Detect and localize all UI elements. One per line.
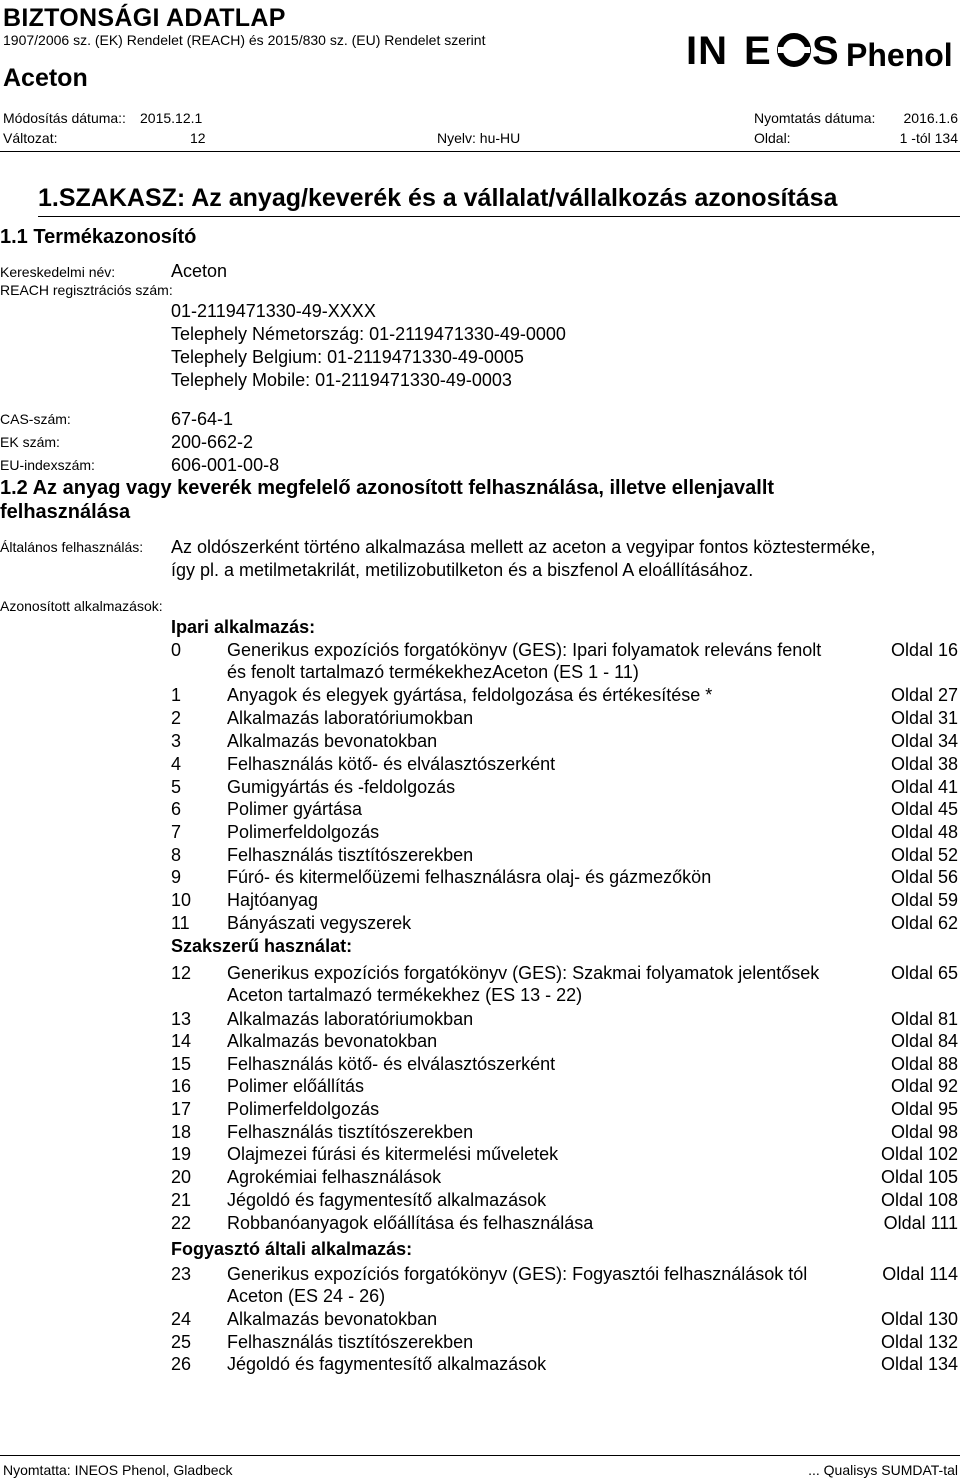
use-number: 20 — [171, 1167, 192, 1187]
use-page-reference: Oldal 45 — [890, 799, 958, 819]
use-number: 12 — [171, 963, 192, 983]
use-number: 4 — [171, 754, 182, 774]
use-page-reference: Oldal 88 — [890, 1054, 958, 1074]
subsection-1-1-heading: 1.1 Termékazonosító — [0, 226, 197, 248]
use-number: 3 — [171, 731, 182, 751]
use-page-reference: Oldal 130 — [880, 1309, 958, 1329]
use-number: 26 — [171, 1354, 192, 1374]
use-page-reference: Oldal 38 — [890, 754, 958, 774]
use-page-reference: Oldal 31 — [890, 708, 958, 728]
use-group-heading: Ipari alkalmazás: — [171, 617, 316, 637]
use-page-reference: Oldal 27 — [890, 685, 958, 705]
identified-uses-label: Azonosított alkalmazások: — [0, 598, 163, 614]
use-page-reference: Oldal 65 — [890, 963, 958, 983]
svg-text:S: S — [812, 29, 839, 73]
use-number: 21 — [171, 1190, 192, 1210]
header-divider — [0, 151, 960, 152]
use-page-reference: Oldal 62 — [890, 913, 958, 933]
use-description: Alkalmazás bevonatokban — [227, 731, 438, 751]
use-page-reference: Oldal 98 — [890, 1122, 958, 1142]
use-description: Felhasználás tisztítószerekben — [227, 1122, 474, 1142]
use-number: 19 — [171, 1144, 192, 1164]
version-label: Változat: — [3, 130, 58, 146]
use-group-heading: Fogyasztó általi alkalmazás: — [171, 1239, 413, 1259]
use-number: 13 — [171, 1009, 192, 1029]
footer-divider — [0, 1455, 960, 1456]
use-number: 24 — [171, 1309, 192, 1329]
ineos-phenol-logo — [686, 28, 958, 74]
reach-number: Telephely Németország: 01-2119471330-49-0000 — [171, 324, 566, 344]
use-description: Alkalmazás laboratóriumokban — [227, 1009, 474, 1029]
use-number: 5 — [171, 777, 182, 797]
cas-label: CAS-szám: — [0, 411, 71, 427]
use-group-heading: Szakszerű használat: — [171, 936, 353, 956]
use-number: 1 — [171, 685, 182, 705]
use-description: Alkalmazás laboratóriumokban — [227, 708, 474, 728]
use-page-reference: Oldal 59 — [890, 890, 958, 910]
svg-text:Phenol: Phenol — [846, 37, 953, 73]
use-number: 11 — [171, 913, 190, 933]
use-number: 23 — [171, 1264, 192, 1284]
use-description: Robbanóanyagok előállítása és felhasználása — [227, 1213, 594, 1233]
footer-software: ... Qualisys SUMDAT-tal — [808, 1462, 958, 1478]
use-description: Fúró- és kitermelőüzemi felhasználásra olaj- és gázmezőkön — [227, 867, 712, 887]
ek-label: EK szám: — [0, 434, 60, 450]
use-description: Felhasználás kötő- és elválasztószerként — [227, 754, 556, 774]
reach-number: 01-2119471330-49-XXXX — [171, 301, 376, 321]
cas-number: 67-64-1 — [171, 409, 234, 429]
revision-date-label: Módosítás dátuma:: — [3, 110, 126, 126]
general-use-text-cont: így pl. a metilmetakrilát, metilizobutilketon és a biszfenol A eloállításához. — [171, 560, 754, 580]
product-name: Aceton — [3, 64, 88, 92]
use-description: Polimerfeldolgozás — [227, 1099, 380, 1119]
trade-name-label: Kereskedelmi név: — [0, 264, 116, 280]
use-page-reference: Oldal 48 — [890, 822, 958, 842]
print-date-label: Nyomtatás dátuma: — [754, 110, 876, 126]
use-number: 2 — [171, 708, 182, 728]
use-description: Polimer előállítás — [227, 1076, 365, 1096]
eu-index-label: EU-indexszám: — [0, 457, 95, 473]
use-number: 8 — [171, 845, 182, 865]
trade-name: Aceton — [171, 261, 228, 281]
use-description: Agrokémiai felhasználások — [227, 1167, 442, 1187]
use-page-reference: Oldal 84 — [890, 1031, 958, 1051]
use-description: Felhasználás tisztítószerekben — [227, 845, 474, 865]
use-description: Felhasználás tisztítószerekben — [227, 1332, 474, 1352]
use-number: 22 — [171, 1213, 192, 1233]
use-page-reference: Oldal 34 — [890, 731, 958, 751]
version-value: 12 — [190, 130, 206, 146]
use-description: Alkalmazás bevonatokban — [227, 1031, 438, 1051]
footer-printed-by: Nyomtatta: INEOS Phenol, Gladbeck — [3, 1462, 233, 1478]
use-page-reference: Oldal 108 — [880, 1190, 958, 1210]
use-description: Olajmezei fúrási és kitermelési műveletek — [227, 1144, 559, 1164]
section-1-heading: 1.SZAKASZ: Az anyag/keverék és a vállalat/vállalkozás azonosítása — [38, 184, 838, 212]
use-number: 18 — [171, 1122, 192, 1142]
use-number: 10 — [171, 890, 192, 910]
ek-number: 200-662-2 — [171, 432, 254, 452]
eu-index-number: 606-001-00-8 — [171, 455, 280, 475]
use-page-reference: Oldal 134 — [880, 1354, 958, 1374]
use-number: 17 — [171, 1099, 192, 1119]
use-number: 25 — [171, 1332, 192, 1352]
use-page-reference: Oldal 111 — [883, 1213, 958, 1233]
regulation-reference: 1907/2006 sz. (EK) Rendelet (REACH) és 2015/830 sz. (EU) Rendelet szerint — [3, 32, 486, 48]
svg-text:E: E — [744, 29, 771, 73]
use-description: Polimerfeldolgozás — [227, 822, 380, 842]
use-description: Generikus expozíciós forgatókönyv (GES): Szakmai folyamatok jelentősek Aceton tartalmazó termékekhez (ES 13 - 22) — [227, 963, 820, 1005]
use-page-reference: Oldal 95 — [890, 1099, 958, 1119]
use-page-reference: Oldal 41 — [890, 777, 958, 797]
use-description: Generikus expozíciós forgatókönyv (GES): Ipari folyamatok releváns fenolt és fenolt tartalmazó termékekhezAceton (ES 1 - 11) — [227, 640, 822, 682]
use-description: Polimer gyártása — [227, 799, 363, 819]
use-page-reference: Oldal 105 — [880, 1167, 958, 1187]
use-page-reference: Oldal 56 — [890, 867, 958, 887]
reach-number: Telephely Belgium: 01-2119471330-49-0005 — [171, 347, 524, 367]
use-description: Bányászati vegyszerek — [227, 913, 412, 933]
reach-number: Telephely Mobile: 01-2119471330-49-0003 — [171, 370, 512, 390]
language: Nyelv: hu-HU — [437, 130, 521, 146]
use-page-reference: Oldal 114 — [882, 1264, 958, 1284]
use-page-reference: Oldal 92 — [890, 1076, 958, 1096]
revision-date: 2015.12.1 — [140, 110, 203, 126]
use-page-reference: Oldal 132 — [880, 1332, 958, 1352]
use-number: 0 — [171, 640, 182, 660]
page-label: Oldal: — [754, 130, 791, 146]
use-description: Felhasználás kötő- és elválasztószerként — [227, 1054, 556, 1074]
reach-label: REACH regisztrációs szám: — [0, 282, 173, 298]
svg-text:IN: IN — [686, 29, 728, 73]
document-title: BIZTONSÁGI ADATLAP — [3, 4, 286, 32]
use-description: Jégoldó és fagymentesítő alkalmazások — [227, 1190, 547, 1210]
use-description: Hajtóanyag — [227, 890, 319, 910]
use-description: Jégoldó és fagymentesítő alkalmazások — [227, 1354, 547, 1374]
use-page-reference: Oldal 81 — [890, 1009, 958, 1029]
section-divider — [38, 216, 960, 217]
use-page-reference: Oldal 52 — [890, 845, 958, 865]
use-number: 9 — [171, 867, 182, 887]
general-use-text: Az oldószerként történo alkalmazása mellett az aceton a vegyipar fontos köztesterméke, — [171, 537, 876, 557]
subsection-1-2-heading: 1.2 Az anyag vagy keverék megfelelő azonosított felhasználása, illetve ellenjavallt — [0, 477, 775, 499]
page-number: 1 -tól 134 — [899, 130, 958, 146]
general-use-label: Általános felhasználás: — [0, 539, 144, 555]
print-date: 2016.1.6 — [903, 110, 958, 126]
use-number: 15 — [171, 1054, 192, 1074]
use-description: Generikus expozíciós forgatókönyv (GES): Fogyasztói felhasználások tól Aceton (ES 24 - 26) — [227, 1264, 808, 1306]
use-page-reference: Oldal 16 — [890, 640, 958, 660]
subsection-1-2-heading-cont: felhasználása — [0, 501, 131, 523]
use-description: Anyagok és elegyek gyártása, feldolgozása és értékesítése * — [227, 685, 713, 705]
use-description: Gumigyártás és -feldolgozás — [227, 777, 456, 797]
use-number: 7 — [171, 822, 182, 842]
use-description: Alkalmazás bevonatokban — [227, 1309, 438, 1329]
use-number: 6 — [171, 799, 182, 819]
use-number: 14 — [171, 1031, 192, 1051]
use-number: 16 — [171, 1076, 192, 1096]
use-page-reference: Oldal 102 — [880, 1144, 958, 1164]
